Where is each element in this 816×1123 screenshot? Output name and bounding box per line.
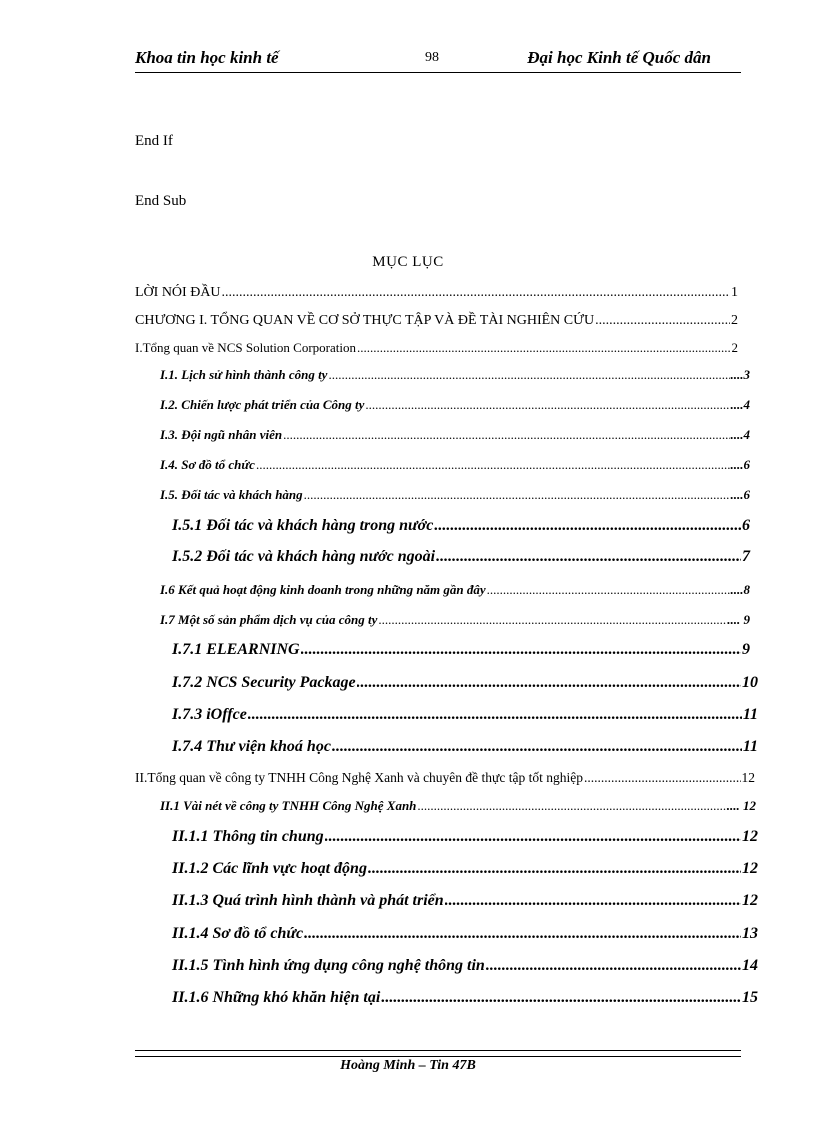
code-line-end-sub: End Sub [135,193,187,209]
toc-title: MỤC LỤC [372,254,444,270]
header-university: Đại học Kinh tế Quốc dân [527,48,711,67]
toc-entry[interactable]: I.1. Lịch sử hình thành công ty ..... ....3 [160,367,750,383]
toc-entry[interactable]: I.5.1 Đối tác và khách hàng trong nước ..... 6 [172,517,750,535]
header-faculty: Khoa tin học kinh tế [135,48,279,67]
toc-entry[interactable]: I.Tổng quan về NCS Solution Corporation ..... 2 [135,340,738,356]
page-number: 98 [425,50,439,65]
toc-entry[interactable]: I.7.3 iOffce ..... 11 [172,706,758,724]
toc-entry[interactable]: I.6 Kết quả hoạt động kinh doanh trong những năm gần đây ..... ....8 [160,582,750,598]
toc-entry[interactable]: II.1.6 Những khó khăn hiện tại ..... 15 [172,989,758,1007]
toc-entry[interactable]: I.4. Sơ đồ tổ chức ..... ....6 [160,457,750,473]
toc-entry[interactable]: II.1.4 Sơ đồ tổ chức ..... 13 [172,925,758,943]
toc-entry[interactable]: II.1.2 Các lĩnh vực hoạt động ..... 12 [172,860,758,878]
toc-entry[interactable]: I.7.2 NCS Security Package ..... 10 [172,674,758,692]
toc-entry[interactable]: CHƯƠNG I. TỔNG QUAN VỀ CƠ SỞ THỰC TẬP VÀ ĐỀ TÀI NGHIÊN CỨU ..... 2 [135,313,738,329]
toc-entry[interactable]: LỜI NÓI ĐẦU ..... 1 [135,285,738,301]
toc-entry[interactable]: II.1.3 Quá trình hình thành và phát triển ..... 12 [172,892,758,910]
toc-entry[interactable]: I.7.4 Thư viện khoá học ..... 11 [172,738,758,756]
page-header [135,46,741,73]
code-line-end-if: End If [135,133,173,149]
page-footer: Hoàng Minh – Tin 47B [340,1058,476,1073]
toc-entry[interactable]: II.1.1 Thông tin chung ..... 12 [172,828,758,846]
toc-entry[interactable]: I.2. Chiến lược phát triển của Công ty ..... ....4 [160,397,750,413]
toc-entry[interactable]: I.5. Đối tác và khách hàng ..... ....6 [160,487,750,503]
toc-entry[interactable]: I.3. Đội ngũ nhân viên ..... ....4 [160,427,750,443]
toc-entry[interactable]: I.7 Một số sản phẩm dịch vụ của công ty ..... .... 9 [160,612,750,628]
toc-entry[interactable]: I.7.1 ELEARNING ..... 9 [172,641,750,659]
toc-entry[interactable]: II.1 Vài nét về công ty TNHH Công Nghệ Xanh ..... .... 12 [160,798,756,814]
footer-divider [135,1050,741,1057]
toc-entry[interactable]: I.5.2 Đối tác và khách hàng nước ngoài ..... 7 [172,548,750,566]
toc-entry[interactable]: II.1.5 Tình hình ứng dụng công nghệ thông tin ..... 14 [172,957,758,975]
toc-entry[interactable]: II.Tổng quan về công ty TNHH Công Nghệ Xanh và chuyên đề thực tập tốt nghiệp ..... 12 [135,770,755,786]
